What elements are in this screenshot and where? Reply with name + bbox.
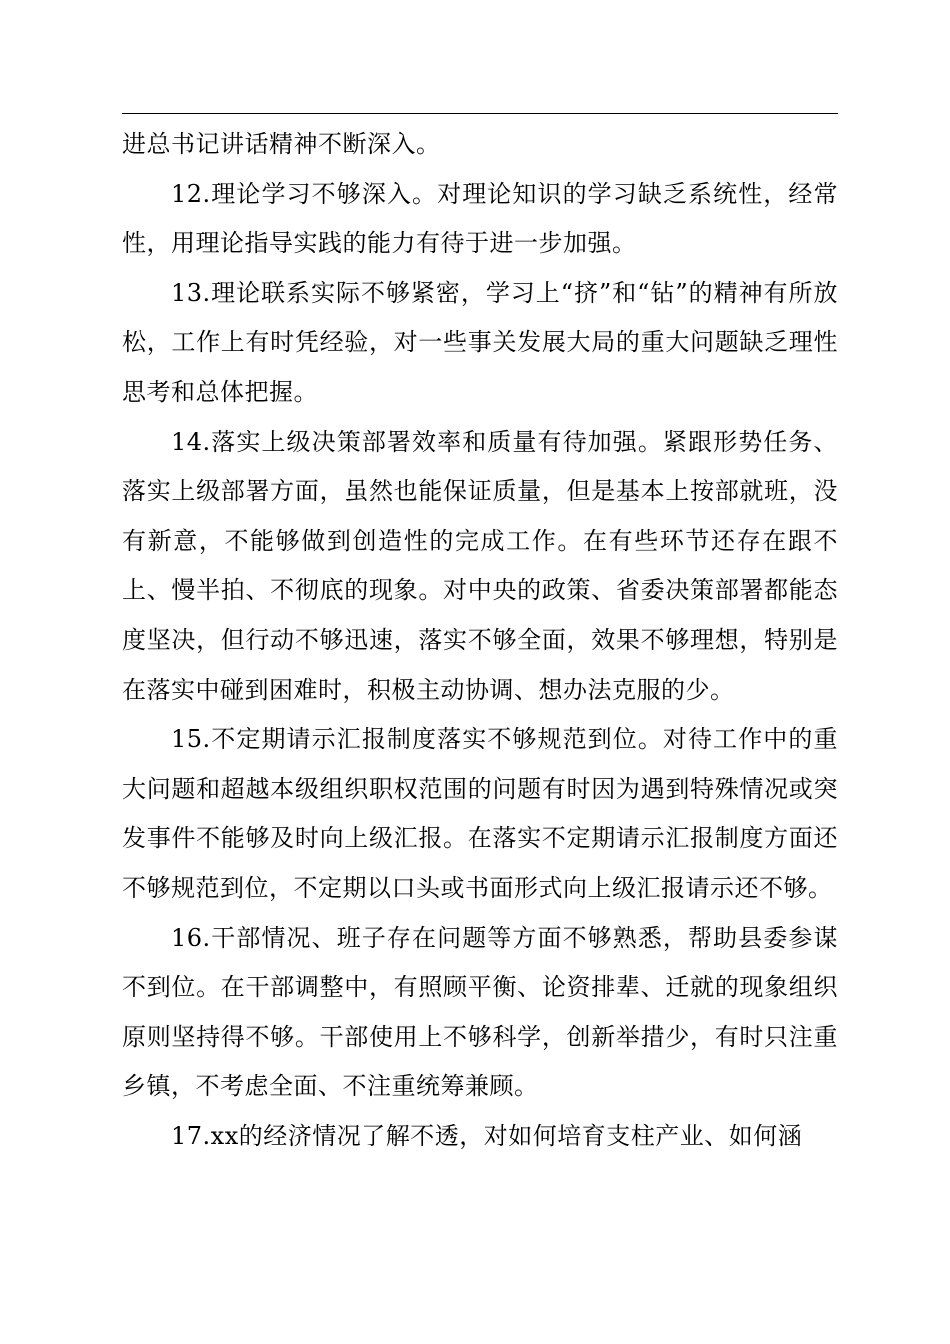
paragraph-item-16: 16.干部情况、班子存在问题等方面不够熟悉，帮助县委参谋不到位。在干部调整中，有照顾平衡、论资排辈、迁就的现象组织原则坚持得不够。干部使用上不够科学，创新举措少，有时只注重乡镇，不考虑全面、不注重统筹兼顾。	[122, 923, 838, 1101]
paragraph-item-12: 12.理论学习不够深入。对理论知识的学习缺乏系统性，经常性，用理论指导实践的能力有待于进一步加强。	[122, 179, 838, 258]
paragraph-continuation: 进总书记讲话精神不断深入。	[122, 130, 441, 158]
paragraph-item-17: 17.xx的经济情况了解不透，对如何培育支柱产业、如何涵	[171, 1121, 803, 1150]
paragraph-item-15: 15.不定期请示汇报制度落实不够规范到位。对待工作中的重大问题和超越本级组织职权范围的问题有时因为遇到特殊情况或突发事件不能够及时向上级汇报。在落实不定期请示汇报制度方面还不够规范到位，不定期以口头或书面形式向上级汇报请示还不够。	[122, 725, 838, 902]
header-rule	[122, 113, 838, 114]
paragraph-item-14: 14.落实上级决策部署效率和质量有待加强。紧跟形势任务、落实上级部署方面，虽然也能保证质量，但是基本上按部就班，没有新意，不能够做到创造性的完成工作。在有些环节还存在跟不上、慢半拍、不彻底的现象。对中央的政策、省委决策部署都能态度坚决，但行动不够迅速，落实不够全面，效果不够理想，特别是在落实中碰到困难时，积极主动协调、想办法克服的少。	[122, 427, 838, 704]
body-text	[122, 120, 838, 1161]
paragraph-item-13: 13.理论联系实际不够紧密，学习上“挤”和“钻”的精神有所放松，工作上有时凭经验，对一些事关发展大局的重大问题缺乏理性思考和总体把握。	[122, 278, 838, 406]
